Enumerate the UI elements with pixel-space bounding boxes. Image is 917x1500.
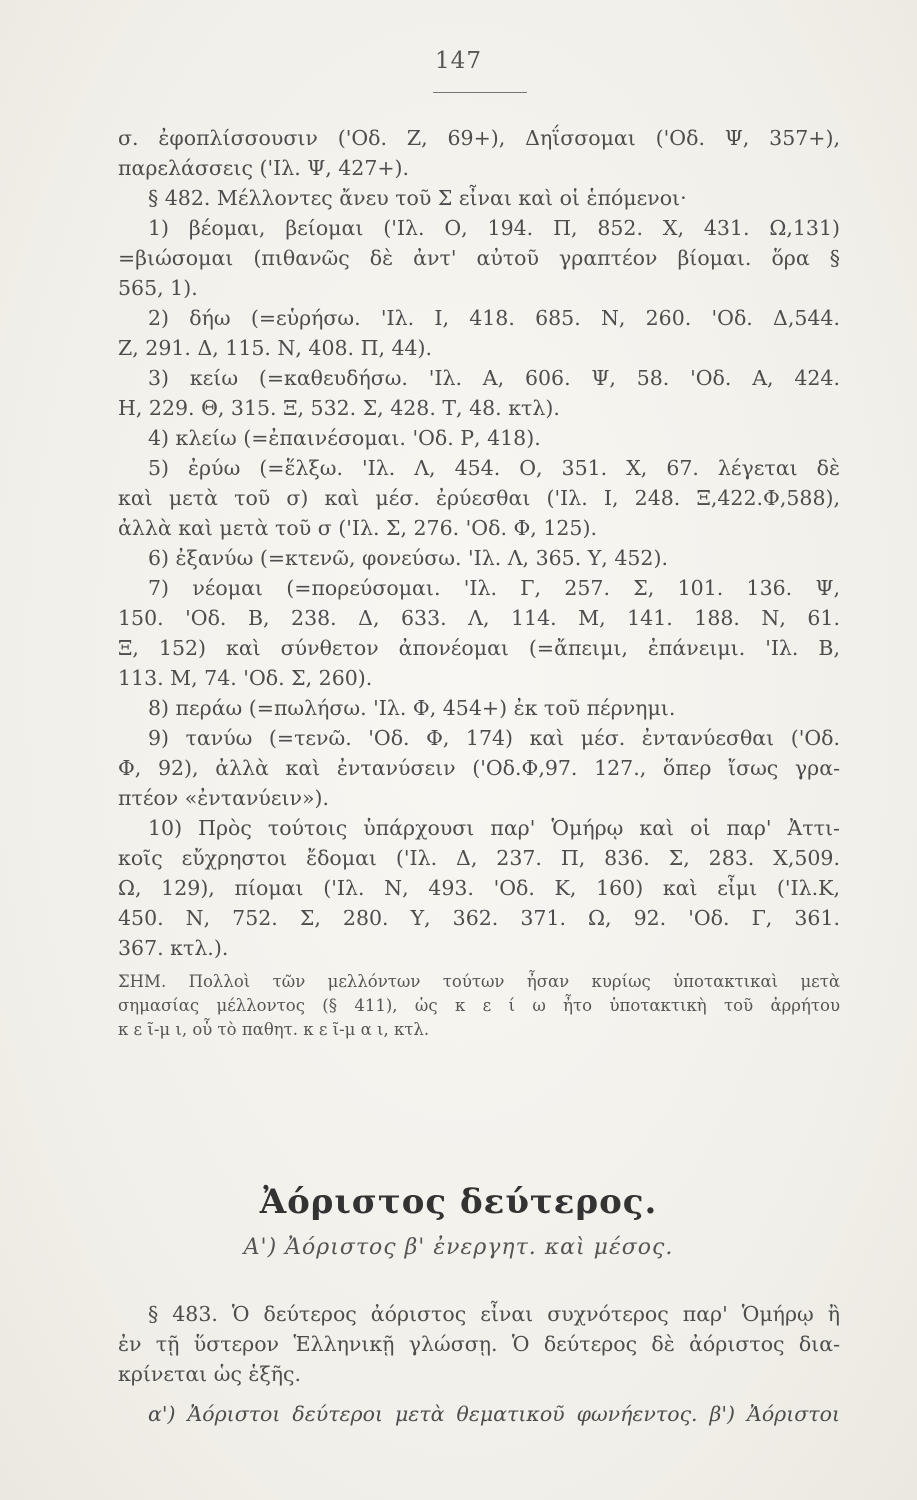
- note-line: σημασίας μέλλοντος (§ 411), ὡς κ ε ί ω ἦτο ὑποτακτικὴ τοῦ ἀρρήτου: [118, 996, 840, 1015]
- text-line: καὶ μετὰ τοῦ σ) καὶ μέσ. ἐρύεσθαι ('Ιλ. Ι, 248. Ξ,422.Φ,588),: [118, 486, 840, 510]
- text-line: Φ, 92), ἀλλὰ καὶ ἐντανύσειν ('Οδ.Φ,97. 127., ὅπερ ἴσως γρα-: [118, 756, 840, 780]
- text-line: 150. 'Οδ. Β, 238. Δ, 633. Λ, 114. Μ, 141. 188. Ν, 61.: [118, 606, 840, 630]
- text-line: 450. Ν, 752. Σ, 280. Υ, 362. 371. Ω, 92. 'Οδ. Γ, 361.: [118, 906, 840, 930]
- text-line: παρελάσσεις ('Ιλ. Ψ, 427+).: [118, 156, 410, 180]
- text-line: Ξ, 152) καὶ σύνθετον ἀπονέομαι (=ἄπειμι, ἐπάνειμι. 'Ιλ. Β,: [118, 636, 840, 660]
- page-number: 147: [435, 48, 482, 74]
- text-line: Η, 229. Θ, 315. Ξ, 532. Σ, 428. Τ, 48. κτλ).: [118, 396, 560, 420]
- text-line: Ζ, 291. Δ, 115. Ν, 408. Π, 44).: [118, 336, 433, 360]
- text-line: ἐν τῇ ὕστερον Ἑλληνικῇ γλώσσῃ. Ὁ δεύτερος δὲ ἀόριστος δια-: [118, 1332, 840, 1356]
- section-482-line: § 482. Μέλλοντες ἄνευ τοῦ Σ εἶναι καὶ οἱ ἑπόμενοι·: [148, 186, 687, 210]
- text-line: 565, 1).: [118, 276, 198, 300]
- text-line: Ω, 129), πίομαι ('Ιλ. Ν, 493. 'Οδ. Κ, 160) καὶ εἶμι ('Ιλ.Κ,: [118, 876, 840, 900]
- header-rule: [433, 92, 527, 93]
- text-line: 6) ἐξανύω (=κτενῶ, φονεύσω. 'Ιλ. Λ, 365. Υ, 452).: [148, 546, 668, 570]
- note-line: ΣΗΜ. Πολλοὶ τῶν μελλόντων τούτων ἦσαν κυρίως ὑποτακτικαὶ μετὰ: [118, 972, 840, 991]
- text-line: κοῖς εὔχρηστοι ἔδομαι ('Ιλ. Δ, 237. Π, 836. Σ, 283. Χ,509.: [118, 846, 840, 870]
- text-line: =βιώσομαι (πιθανῶς δὲ ἀντ' αὐτοῦ γραπτέον βίομαι. ὅρα §: [118, 246, 840, 270]
- text-line: α') Ἀόριστοι δεύτεροι μετὰ θεματικοῦ φωνήεντος. β') Ἀόριστοι: [148, 1402, 840, 1426]
- text-line: 4) κλείω (=ἐπαινέσομαι. 'Οδ. Ρ, 418).: [148, 426, 541, 450]
- text-line: ἀλλὰ καὶ μετὰ τοῦ σ ('Ιλ. Σ, 276. 'Οδ. Φ, 125).: [118, 516, 597, 540]
- text-line: 5) ἐρύω (=ἕλξω. 'Ιλ. Λ, 454. Ο, 351. Χ, 67. λέγεται δὲ: [148, 456, 840, 480]
- text-line: πτέον «ἐντανύειν»).: [118, 786, 330, 810]
- text-line: 7) νέομαι (=πορεύσομαι. 'Ιλ. Γ, 257. Σ, 101. 136. Ψ,: [148, 576, 840, 600]
- section-subheading: Α') Ἀόριστος β' ἐνεργητ. καὶ μέσος.: [243, 1235, 674, 1260]
- text-line: 113. Μ, 74. 'Οδ. Σ, 260).: [118, 666, 373, 690]
- text-line: κρίνεται ὡς ἑξῆς.: [118, 1362, 302, 1386]
- text-line: 9) τανύω (=τενῶ. 'Οδ. Φ, 174) καὶ μέσ. ἐντανύεσθαι ('Οδ.: [148, 726, 840, 750]
- text-line: 3) κείω (=καθευδήσω. 'Ιλ. Α, 606. Ψ, 58. 'Οδ. Α, 424.: [148, 366, 840, 390]
- section-heading: Ἀόριστος δεύτερος.: [259, 1182, 658, 1222]
- text-line: 8) περάω (=πωλήσω. 'Ιλ. Φ, 454+) ἐκ τοῦ πέρνημι.: [148, 696, 676, 720]
- text-line: σ. ἐφοπλίσσουσιν ('Οδ. Ζ, 69+), Δηΐσσομαι ('Οδ. Ψ, 357+),: [118, 126, 840, 150]
- text-line: 367. κτλ.).: [118, 936, 229, 960]
- section-483-line: § 483. Ὁ δεύτερος ἀόριστος εἶναι συχνότερος παρ' Ὁμήρῳ ἢ: [148, 1302, 840, 1326]
- note-line: κ ε ῖ-μ ι, οὗ τὸ παθητ. κ ε ῖ-μ α ι, κτλ.: [118, 1020, 430, 1039]
- text-line: 1) βέομαι, βείομαι ('Ιλ. Ο, 194. Π, 852. Χ, 431. Ω,131): [148, 216, 840, 240]
- text-line: 2) δήω (=εὑρήσω. 'Ιλ. Ι, 418. 685. Ν, 260. 'Οδ. Δ,544.: [148, 306, 840, 330]
- text-line: 10) Πρὸς τούτοις ὑπάρχουσι παρ' Ὁμήρῳ καὶ οἱ παρ' Ἀττι-: [148, 816, 840, 840]
